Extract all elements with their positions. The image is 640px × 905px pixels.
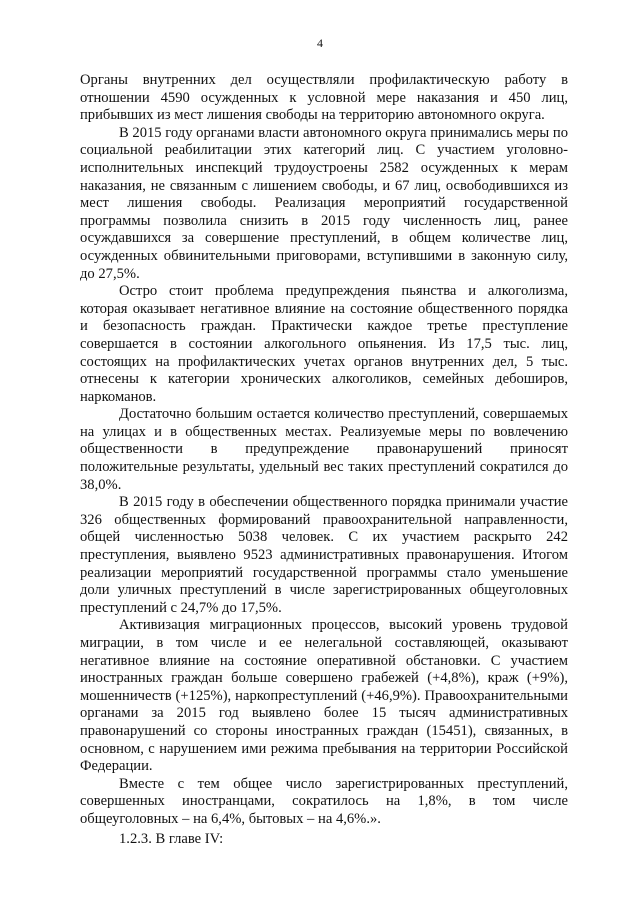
paragraph-foreigner-crimes: Вместе с тем общее число зарегистрированных преступлений, совершенных иностранцами, сократилось на 1,8%, в том числе общеуголовных – на 6,4%, бытовых – на 4,6%.». [80,775,568,827]
page-number: 4 [317,36,323,50]
body-text [80,72,568,848]
paragraph-social-rehabilitation: В 2015 году органами власти автономного округа принимались меры по социальной реабилитации этих категорий лиц. С участием уголовно-исполнительных инспекций трудоустроены 2582 осужденных к мерам наказания, не связанным с лишением свободы, и 67 лиц, освободившихся из мест лишения свободы. Реализация мероприятий государственной программы позволила снизить в 2015 году численность лиц, ранее осуждавшихся за совершение преступлений, в общем количестве лиц, осужденных обвинительными приговорами, вступившими в законную силу, до 27,5%. [80,124,568,282]
paragraph-migration: Активизация миграционных процессов, высокий уровень трудовой миграции, в том числе и ее нелегальной составляющей, оказывают негативное влияние на состояние оперативной обстановки. С участием иностранных граждан больше совершено грабежей (+4,8%), краж (+9%), мошенничеств (+125%), наркопреступлений (+46,9%). Правоохранительными органами за 2015 год выявлено более 15 тысяч административных правонарушений со стороны иностранных граждан (15451), связанных, в основном, с нарушением ими режима пребывания на территории Российской Федерации. [80,617,568,775]
paragraph-chapter-reference: 1.2.3. В главе IV: [119,830,224,847]
paragraph-public-formations: В 2015 году в обеспечении общественного порядка принимали участие 326 общественных формирований правоохранительной направленности, общей численностью 5038 человек. С их участием раскрыто 242 преступления, выявлено 9523 административных правонарушения. Итогом реализации мероприятий государственной программы стало уменьшение доли уличных преступлений в числе зарегистрированных общеуголовных преступлений с 24,7% до 17,5%. [80,494,568,616]
paragraph-street-crimes: Достаточно большим остается количество преступлений, совершаемых на улицах и в общественных местах. Реализуемые меры по вовлечению общественности в предупреждение правонарушений приносят положительные результаты, удельный вес таких преступлений сократился до 38,0%. [80,406,568,493]
paragraph-alcoholism: Остро стоит проблема предупреждения пьянства и алкоголизма, которая оказывает негативное влияние на состояние общественного порядка и безопасность граждан. Практически каждое третье преступление совершается в состоянии алкогольного опьянения. Из 17,5 тыс. лиц, состоящих на профилактических учетах органов внутренних дел, 5 тыс. отнесены к категории хронических алкоголиков, семейных дебоширов, наркоманов. [80,283,568,405]
paragraph-probation-work: Органы внутренних дел осуществляли профилактическую работу в отношении 4590 осужденных к условной мере наказания и 450 лиц, прибывших из мест лишения свободы на территорию автономного округа. [80,72,568,124]
